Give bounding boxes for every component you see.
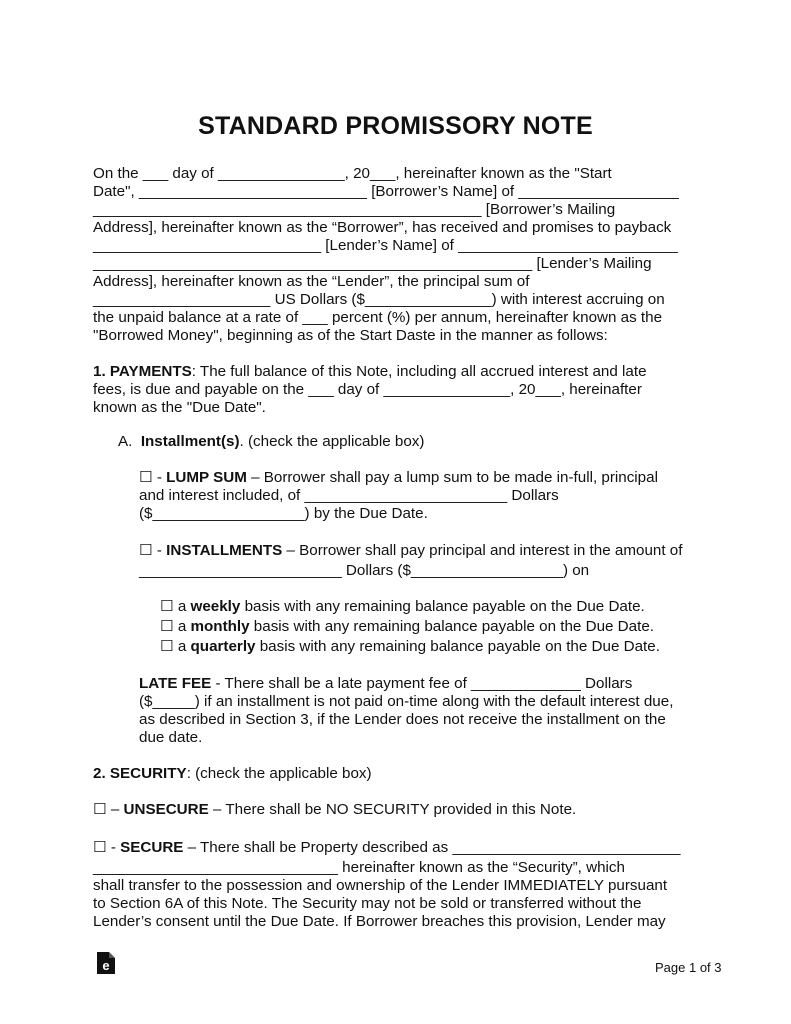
late-fee-section: LATE FEE - There shall be a late payment fee of _____________ Dollars: [139, 675, 633, 692]
payments-text: fees, is due and payable on the ___ day of _______________, 20___, hereinafter: [93, 381, 642, 398]
payments-text: : The full balance of this Note, including all accrued interest and late: [191, 363, 647, 380]
frequency-quarterly: ☐ a quarterly basis with any remaining balance payable on the Due Date.: [160, 638, 660, 655]
intro-line: ____________________________________________________ [Lender’s Mailing: [93, 255, 652, 272]
installments-heading: Installment(s): [140, 433, 240, 450]
eforms-logo-icon: [96, 951, 116, 975]
secure-label: SECURE: [120, 839, 184, 856]
weekly-label: weekly: [190, 598, 241, 615]
intro-line: Date", ___________________________ [Borrower’s Name] of ___________________: [93, 183, 679, 200]
intro-line: ___________________________ [Lender’s Name] of __________________________: [93, 237, 678, 254]
monthly-label: monthly: [190, 618, 250, 635]
svg-text:e: e: [102, 958, 110, 973]
intro-line: ______________________________________________ [Borrower’s Mailing: [93, 201, 616, 218]
installments-letter: A.: [118, 433, 133, 450]
installments-text: ________________________ Dollars ($__________________) on: [139, 562, 590, 579]
unsecure-checkbox[interactable]: ☐: [93, 801, 107, 818]
frequency-monthly: ☐ a monthly basis with any remaining balance payable on the Due Date.: [160, 618, 654, 635]
unsecure-option: ☐ ‒ UNSECURE – There shall be NO SECURITY provided in this Note.: [93, 801, 577, 818]
secure-text: Lender’s consent until the Due Date. If Borrower breaches this provision, Lender may: [93, 913, 666, 930]
late-fee-text: ($_____) if an installment is not paid on-time along with the default interest due,: [139, 693, 674, 710]
lump-sum-checkbox[interactable]: ☐: [139, 469, 153, 486]
intro-line: Address], hereinafter known as the “Lender”, the principal sum of: [93, 273, 530, 290]
security-section: [93, 765, 372, 783]
intro-line: the unpaid balance at a rate of ___ percent (%) per annum, hereinafter known as the: [93, 309, 663, 326]
lump-sum-option: ☐ - LUMP SUM – Borrower shall pay a lump sum to be made in-full, principal: [139, 469, 658, 486]
lump-sum-text: ($__________________) by the Due Date.: [139, 505, 428, 522]
lump-sum-text: and interest included, of ________________________ Dollars: [139, 487, 559, 504]
unsecure-label: UNSECURE: [123, 801, 209, 818]
intro-line: "Borrowed Money", beginning as of the Start Daste in the manner as follows:: [93, 327, 608, 344]
installments-note: . (check the applicable box): [239, 433, 425, 450]
secure-text: shall transfer to the possession and ownership of the Lender IMMEDIATELY pursuant: [93, 877, 668, 894]
installments-subheading: [118, 433, 424, 451]
secure-text: _____________________________ hereinafter known as the “Security”, which: [93, 859, 625, 876]
intro-line: _____________________ US Dollars ($_______________) with interest accruing on: [93, 291, 665, 308]
payments-text: known as the "Due Date".: [93, 399, 266, 416]
quarterly-label: quarterly: [190, 638, 256, 655]
intro-line: Address], hereinafter known as the “Borrower”, has received and promises to payback: [93, 219, 672, 236]
payments-heading: 1. PAYMENTS: [93, 363, 192, 380]
secure-option: ☐ - SECURE – There shall be Property described as ___________________________: [93, 839, 681, 856]
security-note: : (check the applicable box): [186, 765, 372, 782]
payments-section: [93, 363, 647, 381]
late-fee-text: as described in Section 3, if the Lender does not receive the installment on the: [139, 711, 666, 728]
installments-label: INSTALLMENTS: [166, 542, 283, 559]
security-heading: 2. SECURITY: [93, 765, 187, 782]
intro-line: On the ___ day of _______________, 20___, hereinafter known as the "Start: [93, 165, 612, 182]
page-number: Page 1 of 3: [655, 960, 722, 975]
document-title: STANDARD PROMISSORY NOTE: [198, 112, 593, 140]
installments-option: ☐ - INSTALLMENTS – Borrower shall pay principal and interest in the amount of: [139, 542, 683, 559]
late-fee-label: LATE FEE: [139, 675, 212, 692]
installments-checkbox[interactable]: ☐: [139, 542, 153, 559]
frequency-weekly: ☐ a weekly basis with any remaining balance payable on the Due Date.: [160, 598, 645, 615]
secure-checkbox[interactable]: ☐: [93, 839, 107, 856]
late-fee-text: due date.: [139, 729, 203, 746]
secure-text: to Section 6A of this Note. The Security may not be sold or transferred without the: [93, 895, 642, 912]
monthly-checkbox[interactable]: ☐: [160, 618, 174, 635]
lump-sum-label: LUMP SUM: [166, 469, 247, 486]
quarterly-checkbox[interactable]: ☐: [160, 638, 174, 655]
weekly-checkbox[interactable]: ☐: [160, 598, 174, 615]
